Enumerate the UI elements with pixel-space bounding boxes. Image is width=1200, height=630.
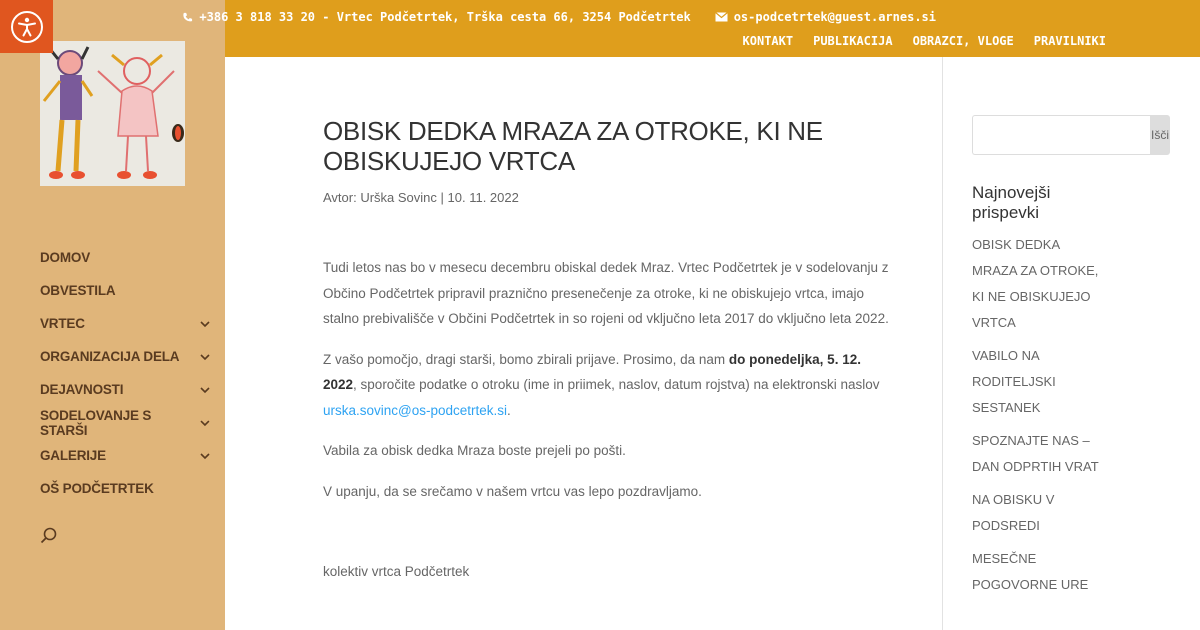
email-contact-link[interactable]: urska.sovinc@os-podcetrtek.si: [323, 402, 508, 418]
nav-item-label: GALERIJE: [40, 448, 106, 463]
nav-item-label: DOMOV: [40, 250, 91, 265]
nav-item-label: ORGANIZACIJA DELA: [40, 349, 180, 364]
right-sidebar: [972, 115, 1169, 605]
paragraph-text: , sporočite podatke o otroku (ime in priimek, naslov, datum rojstva) na elektronski naslov: [353, 377, 880, 392]
chevron-down-icon[interactable]: [200, 451, 210, 461]
chevron-down-icon[interactable]: [200, 418, 210, 428]
recent-post-link[interactable]: OBISK DEDKA MRAZA ZA OTROKE, KI NE OBISKUJEJO VRTCA: [972, 237, 1099, 330]
article: [323, 116, 898, 600]
chevron-down-icon[interactable]: [200, 385, 210, 395]
chevron-down-icon[interactable]: [200, 352, 210, 362]
nav-item-organizacija-dela[interactable]: [40, 340, 210, 373]
nav-item-label: DEJAVNOSTI: [40, 382, 124, 397]
email-link[interactable]: os-podcetrtek@guest.arnes.si: [733, 10, 936, 24]
accessibility-button[interactable]: [0, 0, 53, 53]
top-navigation: [743, 34, 1106, 48]
nav-item-label: SODELOVANJE S STARŠI: [40, 407, 152, 438]
accessibility-icon: [11, 11, 43, 43]
search-form: [972, 115, 1169, 155]
nav-item-sodelovanje-s-starsi[interactable]: [40, 406, 210, 439]
nav-item-label: VRTEC: [40, 316, 85, 331]
paragraph-text: .: [507, 402, 511, 418]
top-link-kontakt[interactable]: KONTAKT: [742, 34, 794, 48]
content-divider: [942, 57, 943, 630]
nav-item-vrtec[interactable]: [40, 307, 210, 340]
top-link-pravilniki[interactable]: PRAVILNIKI: [1033, 34, 1106, 48]
nav-item-galerije[interactable]: [40, 439, 210, 472]
post-meta: Avtor: Urška Sovinc | 10. 11. 2022: [323, 190, 519, 205]
top-header: [199, 0, 1200, 57]
phone-icon: [182, 12, 193, 23]
phone-address-text: +386 3 818 33 20 - Vrtec Podčetrtek, Trška cesta 66, 3254 Podčetrtek: [199, 10, 691, 24]
paragraph-invitations: Vabila za obisk dedka Mraza boste prejeli po pošti.: [323, 443, 626, 458]
search-input[interactable]: [972, 115, 1150, 155]
email-icon: [715, 12, 728, 22]
children-drawing-image: [40, 41, 185, 186]
chevron-down-icon[interactable]: [200, 319, 210, 329]
top-link-obrazci-vloge[interactable]: OBRAZCI, VLOGE: [912, 34, 1014, 48]
nav-item-os-podcetrtek[interactable]: [40, 472, 210, 505]
paragraph-text: Z vašo pomočjo, dragi starši, bomo zbirali prijave. Prosimo, da nam: [323, 351, 729, 367]
recent-post-link[interactable]: VABILO NA RODITELJSKI SESTANEK: [972, 348, 1056, 415]
site-logo[interactable]: [40, 41, 185, 186]
left-sidebar: [0, 0, 225, 630]
recent-post-link[interactable]: SPOZNAJTE NAS – DAN ODPRTIH VRAT: [972, 433, 1099, 474]
top-link-publikacija[interactable]: PUBLIKACIJA: [813, 34, 893, 48]
nav-item-obvestila[interactable]: [40, 274, 210, 307]
recent-posts-list: [972, 232, 1106, 598]
deadline-text: do ponedeljka, 5. 12. 2022: [323, 351, 861, 392]
sidebar-search-button[interactable]: [40, 527, 58, 549]
recent-posts-heading: Najnovejši prispevki: [972, 183, 1051, 222]
recent-post-link[interactable]: NA OBISKU V PODSREDI: [972, 492, 1055, 533]
signature: kolektiv vrtca Podčetrtek: [323, 564, 470, 579]
search-icon: [40, 527, 58, 545]
post-title: OBISK DEDKA MRAZA ZA OTROKE, KI NE OBISKUJEJO VRTCA: [323, 116, 823, 176]
paragraph-signup: [323, 347, 898, 424]
main-navigation: [40, 241, 210, 505]
paragraph-greeting: V upanju, da se srečamo v našem vrtcu vas lepo pozdravljamo.: [323, 483, 702, 499]
nav-item-label: OŠ PODČETRTEK: [40, 481, 154, 496]
nav-item-dejavnosti[interactable]: [40, 373, 210, 406]
nav-item-label: OBVESTILA: [40, 283, 116, 298]
contact-info: [182, 10, 936, 24]
recent-post-link[interactable]: MESEČNE POGOVORNE URE: [972, 551, 1089, 592]
search-button[interactable]: Išči: [1150, 115, 1170, 155]
nav-item-domov[interactable]: [40, 241, 210, 274]
paragraph-intro: Tudi letos nas bo v mesecu decembru obiskal dedek Mraz. Vrtec Podčetrtek je v sodelovanju z Občino Podčetrtek pripravil praznično presenečenje za otroke, ki ne obiskujejo vrtca, imajo stalno prebivališče v Občini Podčetrtek in so rojeni od vključno leta 2017 do vključno leta 2022.: [323, 260, 889, 326]
